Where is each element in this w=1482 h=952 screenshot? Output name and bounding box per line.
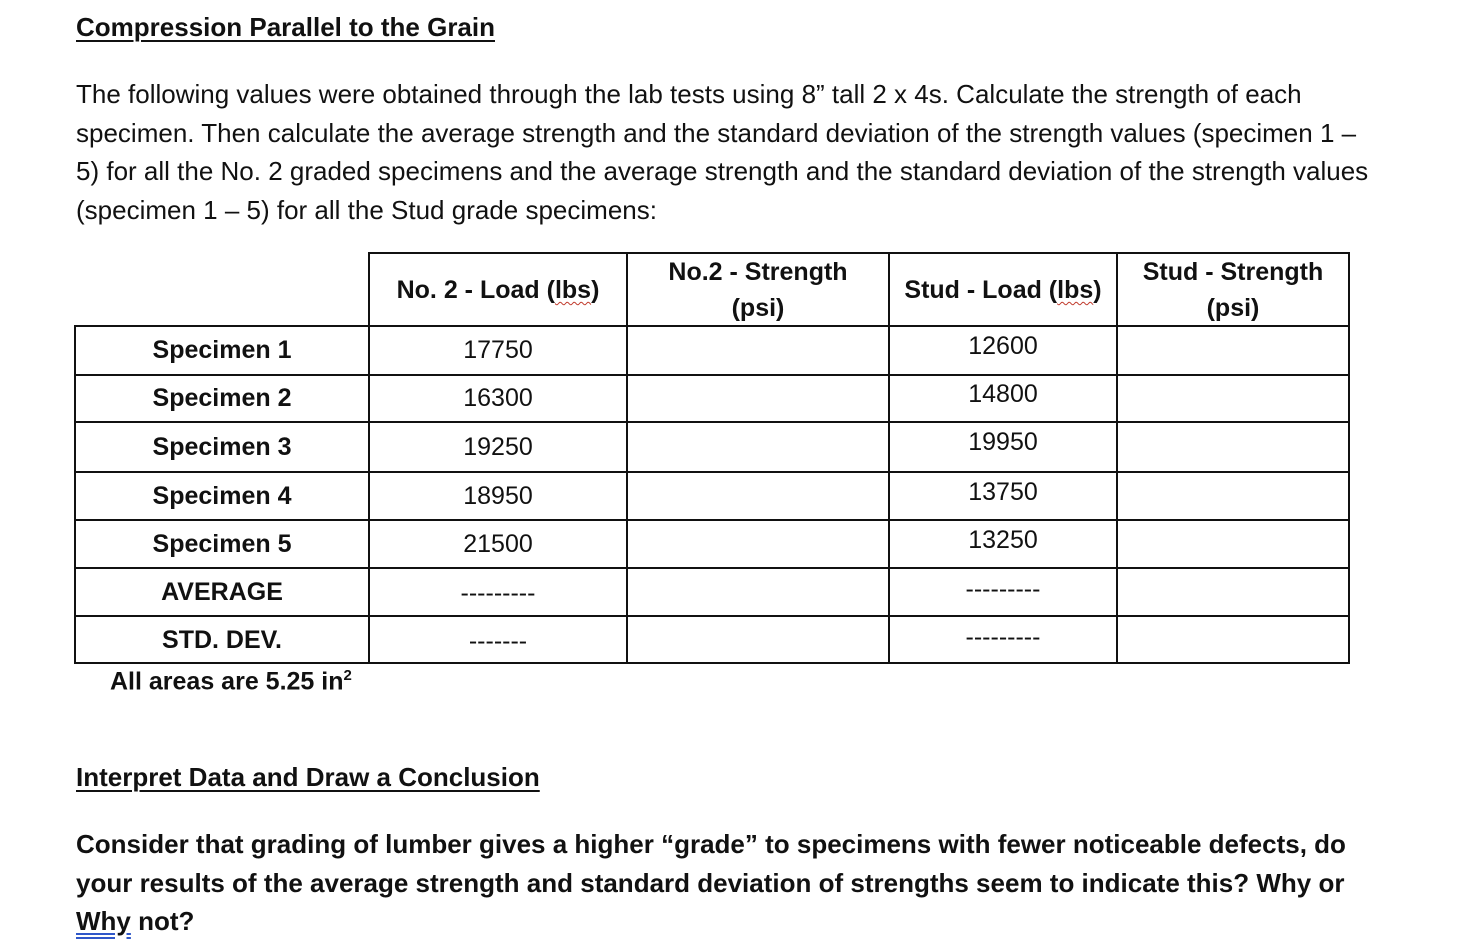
stud-strength-cell[interactable] (1118, 327, 1348, 374)
stud-strength-cell[interactable] (1118, 473, 1348, 519)
stud-strength-cell[interactable] (1118, 423, 1348, 471)
header-line: (psi) (731, 294, 785, 322)
table-border (368, 252, 370, 664)
row-label: Specimen 4 (152, 481, 292, 510)
header-no2-load (370, 254, 626, 326)
stud-load-cell: --------- (965, 574, 1041, 603)
table-border (1348, 252, 1350, 664)
area-note-text: All areas are 5.25 in (110, 667, 344, 696)
row-label: Specimen 2 (152, 384, 292, 412)
row-label: Specimen 3 (152, 432, 292, 461)
row-label-average: AVERAGE (161, 577, 283, 606)
header-line: No.2 - Strength (668, 258, 848, 286)
area-note (110, 667, 352, 696)
header-text: ) (591, 276, 600, 304)
no2-load-cell: ------- (468, 626, 528, 655)
header-line: Stud - Strength (1142, 258, 1324, 286)
no2-strength-cell[interactable] (628, 376, 888, 421)
area-note-superscript: 2 (343, 667, 352, 684)
conclusion-question (76, 825, 1376, 941)
no2-load-cell: 19250 (463, 432, 533, 461)
table-border (368, 252, 1350, 254)
table-border (74, 421, 1350, 423)
stud-strength-cell[interactable] (1118, 521, 1348, 567)
section-title-conclusion: Interpret Data and Draw a Conclusion (76, 762, 540, 792)
table-border (1116, 252, 1118, 664)
no2-strength-cell[interactable] (628, 473, 888, 519)
table-border (74, 325, 1350, 327)
table-border (626, 252, 628, 664)
no2-strength-cell[interactable] (628, 521, 888, 567)
question-flagged-word: Why (76, 906, 131, 936)
row-label: Specimen 5 (152, 529, 292, 558)
table-border (74, 325, 76, 664)
instructions-paragraph: The following values were obtained through the lab tests using 8” tall 2 x 4s. Calculate the strength of each specimen. Then calculate the average strength and the standard deviation of the strength values (specimen 1 – 5) for all the No. 2 graded specimens and the average strength and the standard deviation of the strength values (specimen 1 – 5) for all the Stud grade specimens: (76, 79, 1369, 225)
no2-strength-average-cell[interactable] (628, 569, 888, 615)
no2-strength-cell[interactable] (628, 327, 888, 374)
header-stud-load (890, 254, 1116, 326)
stud-load-cell: 13250 (968, 525, 1038, 554)
header-line: (psi) (1206, 294, 1260, 322)
table-border (74, 519, 1350, 521)
stud-strength-stddev-cell[interactable] (1118, 617, 1348, 663)
header-stud-strength (1118, 254, 1348, 326)
stud-strength-average-cell[interactable] (1118, 569, 1348, 615)
stud-load-cell: 12600 (968, 332, 1038, 360)
no2-load-cell: 16300 (463, 384, 533, 412)
no2-load-cell: --------- (460, 578, 536, 607)
row-label: Specimen 1 (152, 336, 292, 364)
stud-strength-cell[interactable] (1118, 376, 1348, 421)
header-unit: lbs (554, 276, 592, 304)
header-unit: lbs (1057, 276, 1094, 304)
no2-load-cell: 18950 (463, 481, 533, 510)
stud-load-cell: 13750 (968, 477, 1038, 506)
no2-load-cell: 17750 (463, 336, 533, 364)
no2-strength-stddev-cell[interactable] (628, 617, 888, 663)
table-border (74, 471, 1350, 473)
row-label-std-dev: STD. DEV. (162, 625, 282, 654)
header-text: ) (1093, 276, 1102, 304)
header-no2-strength (628, 254, 888, 326)
table-border (74, 662, 1350, 664)
question-text: Consider that grading of lumber gives a higher “grade” to specimens with fewer noticeable defects, do your results of the average strength and standard deviation of strengths seem to indicate this? Why or (76, 829, 1346, 898)
table-border (888, 252, 890, 664)
table-border (74, 567, 1350, 569)
question-text: not? (130, 906, 195, 936)
header-text: Stud - Load ( (904, 276, 1058, 304)
table-border (74, 615, 1350, 617)
stud-load-cell: 14800 (968, 380, 1038, 408)
stud-load-cell: 19950 (968, 427, 1038, 456)
header-text: No. 2 - Load ( (396, 276, 555, 304)
no2-strength-cell[interactable] (628, 423, 888, 471)
stud-load-cell: --------- (965, 622, 1041, 651)
section-title-compression: Compression Parallel to the Grain (76, 12, 495, 42)
table-border (74, 374, 1350, 376)
no2-load-cell: 21500 (463, 529, 533, 558)
